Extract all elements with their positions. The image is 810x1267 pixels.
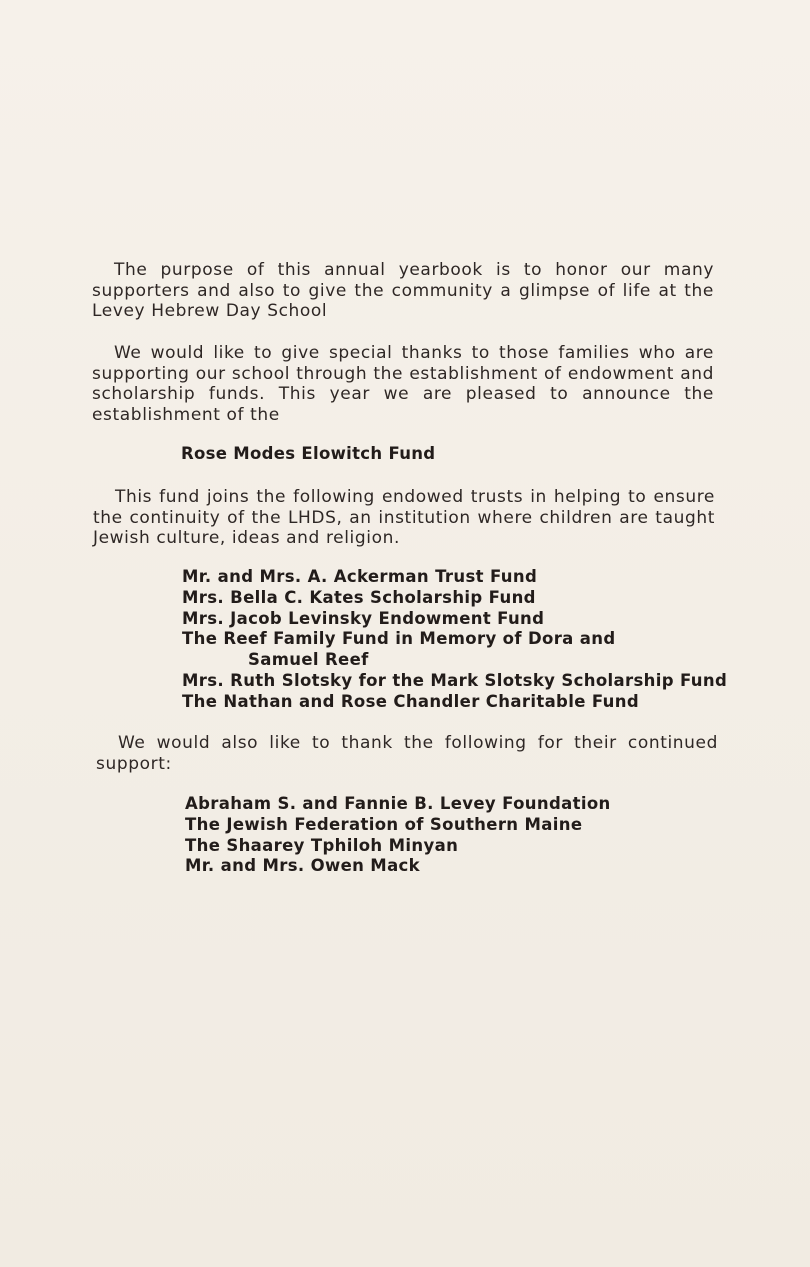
also-thank-text: We would also like to thank the following for their continued support: <box>96 733 718 774</box>
also-thank-paragraph <box>96 733 718 774</box>
list-item: Abraham S. and Fannie B. Levey Foundation <box>185 794 611 813</box>
joins-text: This fund joins the following endowed trusts in helping to ensure the continuity of the LHDS, an institution where children are taught Jewish culture, ideas and religion. <box>93 487 715 548</box>
joins-paragraph <box>93 487 715 549</box>
new-fund-title: Rose Modes Elowitch Fund <box>181 444 436 463</box>
supporters-list <box>185 794 611 877</box>
list-item: Mrs. Ruth Slotsky for the Mark Slotsky Scholarship Fund <box>182 670 728 690</box>
list-item: Mr. and Mrs. Owen Mack <box>185 856 421 876</box>
intro-paragraph <box>92 260 714 322</box>
endowed-trusts-list <box>182 567 727 713</box>
list-item: The Nathan and Rose Chandler Charitable Fund <box>182 691 640 711</box>
thanks-paragraph <box>92 343 714 425</box>
list-item: The Shaarey Tphiloh Minyan <box>185 835 459 855</box>
intro-text: The purpose of this annual yearbook is to honor our many supporters and also to give the community a glimpse of life at the Levey Hebrew Day School <box>92 260 714 321</box>
list-item: Mrs. Bella C. Kates Scholarship Fund <box>182 587 536 607</box>
list-item: The Jewish Federation of Southern Maine <box>185 814 583 834</box>
list-item: Mrs. Jacob Levinsky Endowment Fund <box>182 608 545 628</box>
thanks-text: We would like to give special thanks to those families who are supporting our school through the establishment of endowment and scholarship funds. This year we are pleased to announce the establishment of the <box>92 343 714 425</box>
list-item: Mr. and Mrs. A. Ackerman Trust Fund <box>182 567 538 586</box>
list-item-continuation: Samuel Reef <box>248 650 369 670</box>
list-item <box>182 629 727 671</box>
list-item-line: The Reef Family Fund in Memory of Dora and <box>182 629 616 649</box>
